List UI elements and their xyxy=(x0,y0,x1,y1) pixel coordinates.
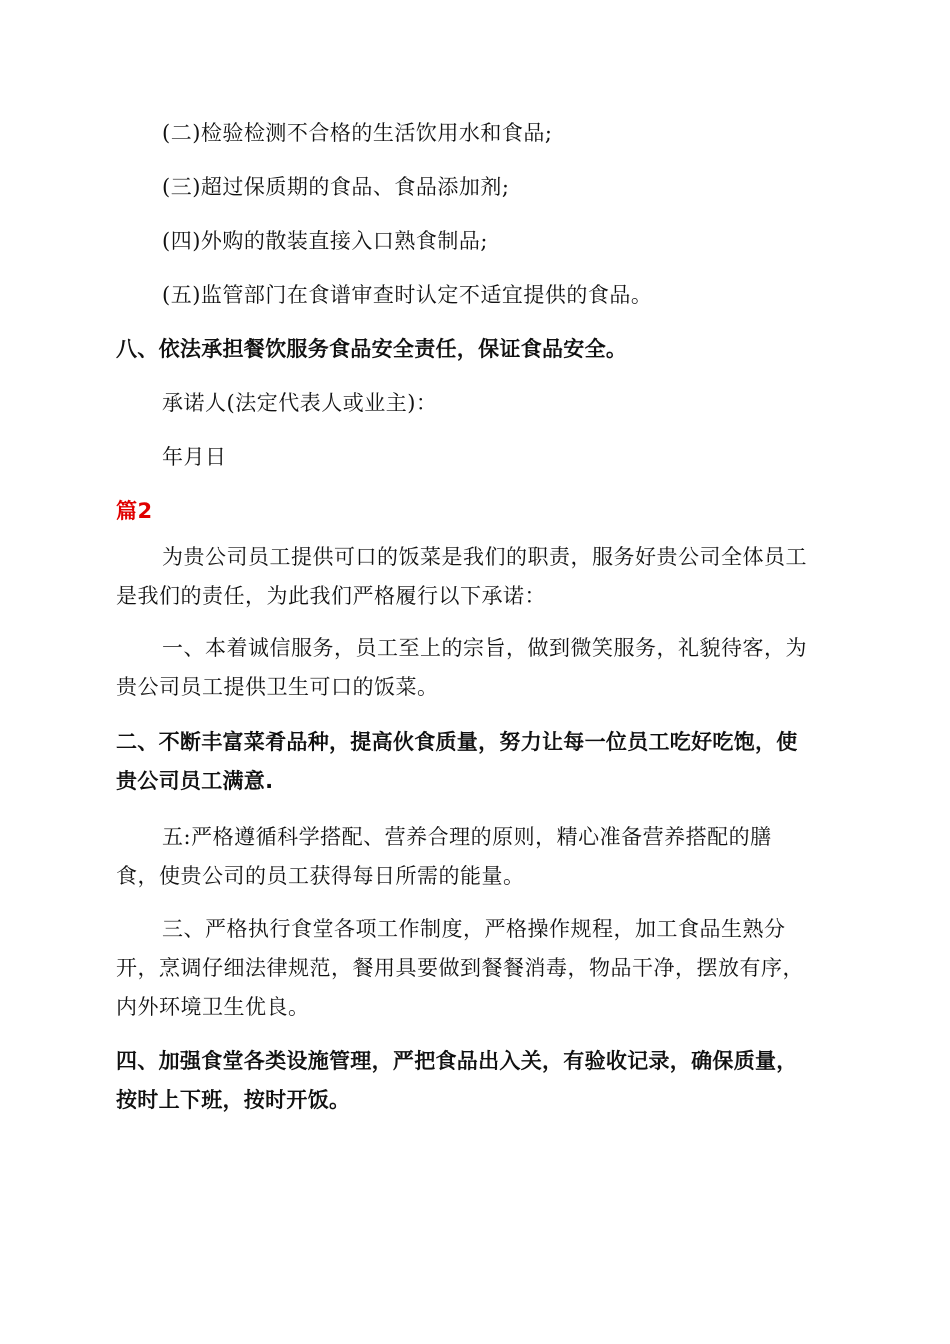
part2-heading: 篇2 xyxy=(116,499,153,523)
item-one-line-2: 贵公司员工提供卫生可口的饭菜。 xyxy=(116,675,439,699)
item-four-line-2: 按时上下班，按时开饭。 xyxy=(116,1088,351,1112)
section-eight-heading: 八、依法承担餐饮服务食品安全责任，保证食品安全。 xyxy=(116,337,628,361)
list-item-4: (四)外购的散装直接入口熟食制品; xyxy=(162,229,488,253)
intro-line-1: 为贵公司员工提供可口的饭菜是我们的职责，服务好贵公司全体员工 xyxy=(162,545,807,569)
promiser-label: 承诺人(法定代表人或业主)： xyxy=(162,391,438,415)
list-item-5: (五)监管部门在食谱审查时认定不适宜提供的食品。 xyxy=(162,283,653,307)
intro-line-2: 是我们的责任，为此我们严格履行以下承诺： xyxy=(116,584,546,608)
item-one-line-1: 一、本着诚信服务，员工至上的宗旨，做到微笑服务，礼貌待客，为 xyxy=(162,636,807,660)
item-five-line-2: 食，使贵公司的员工获得每日所需的能量。 xyxy=(116,864,525,888)
item-three-line-1: 三、严格执行食堂各项工作制度，严格操作规程，加工食品生熟分 xyxy=(162,917,786,941)
item-four-line-1: 四、加强食堂各类设施管理，严把食品出入关，有验收记录，确保质量， xyxy=(116,1049,798,1073)
item-two-line-1: 二、不断丰富菜肴品种，提高伙食质量，努力让每一位员工吃好吃饱，使 xyxy=(116,730,798,754)
list-item-2: (二)检验检测不合格的生活饮用水和食品; xyxy=(162,121,553,145)
item-three-line-2: 开，烹调仔细法律规范，餐用具要做到餐餐消毒，物品干净，摆放有序， xyxy=(116,956,804,980)
list-item-3: (三)超过保质期的食品、食品添加剂; xyxy=(162,175,510,199)
item-five-line-1: 五:严格遵循科学搭配、营养合理的原则，精心准备营养搭配的膳 xyxy=(162,825,772,849)
date-label: 年月日 xyxy=(162,445,227,469)
item-three-line-3: 内外环境卫生优良。 xyxy=(116,995,310,1019)
item-two-line-2: 贵公司员工满意. xyxy=(116,769,274,793)
